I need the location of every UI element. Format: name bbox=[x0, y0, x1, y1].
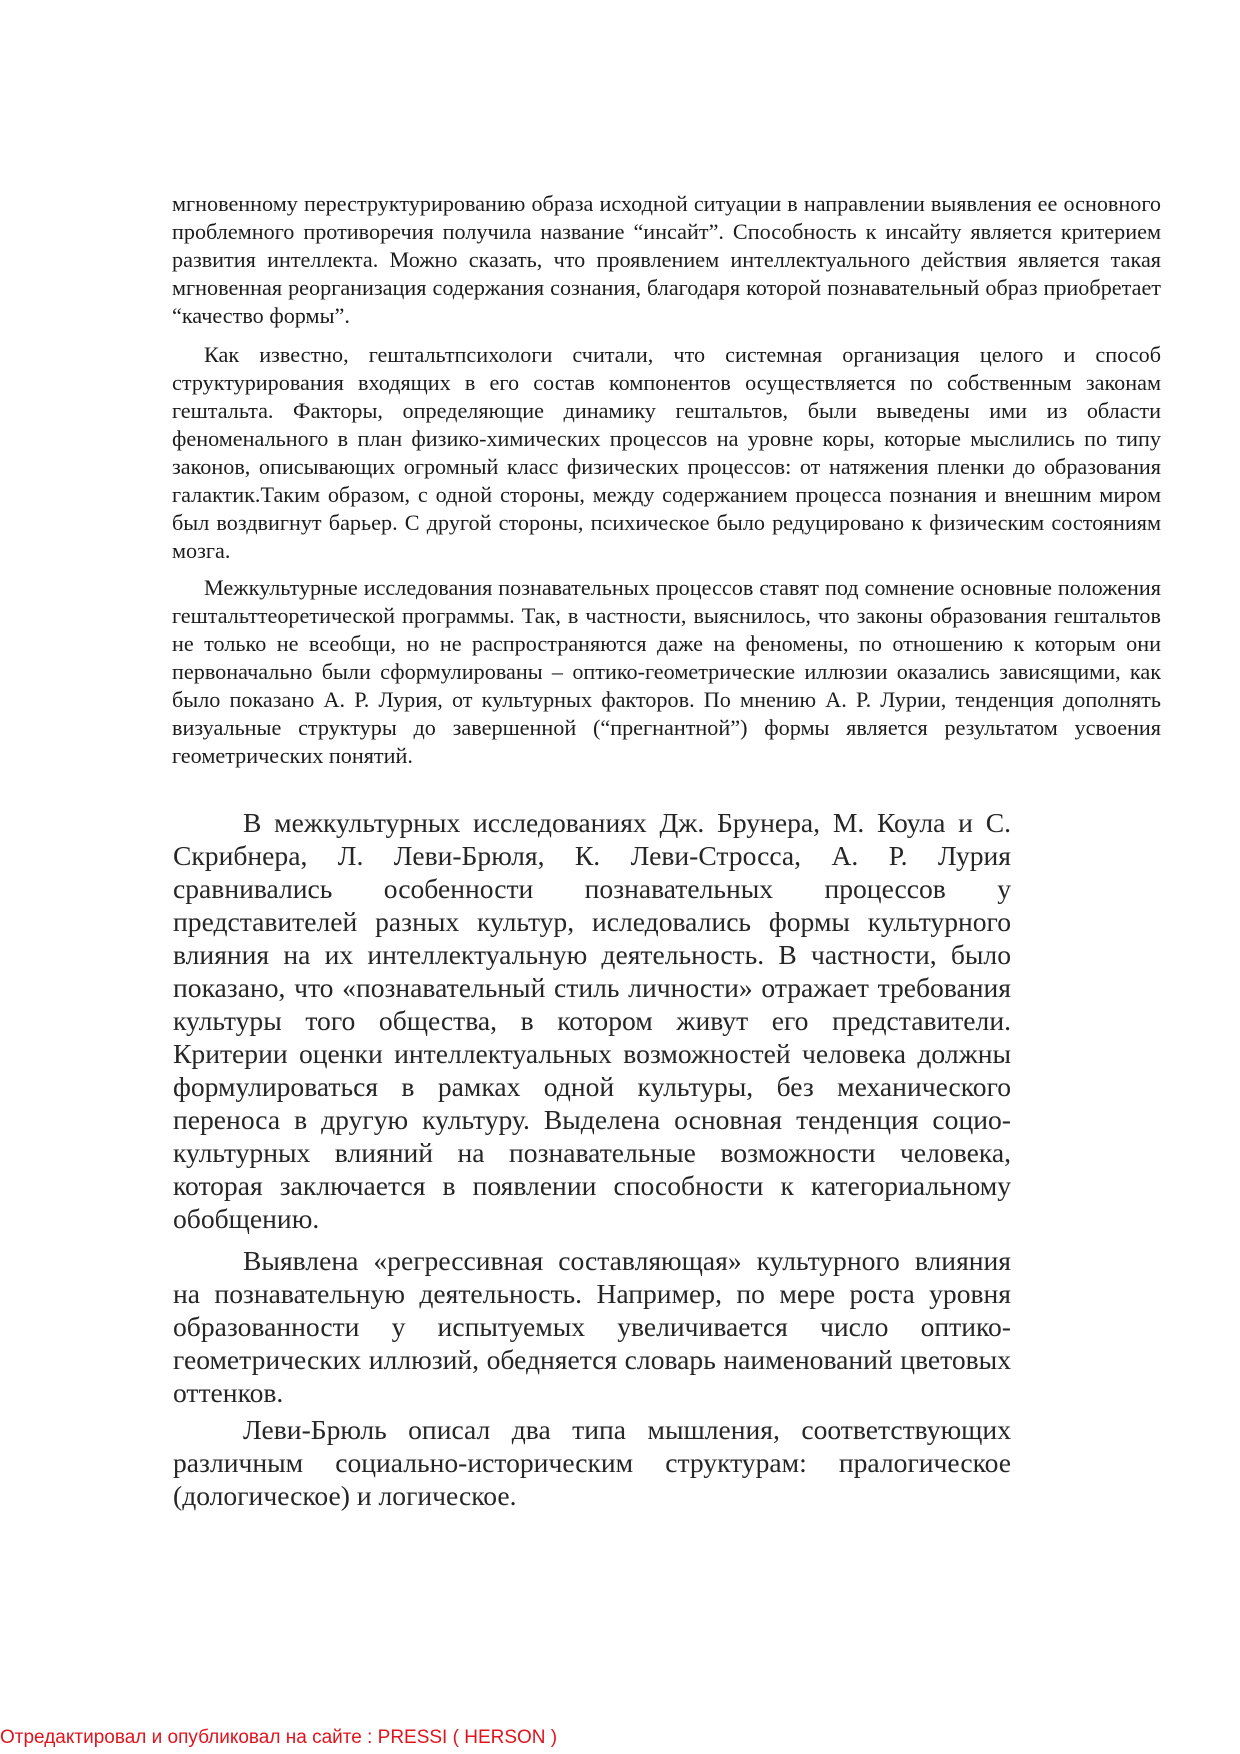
paragraph-cultural-comparisons: В межкультурных исследованиях Дж. Брунера, М. Коула и С. Скрибнера, Л. Леви-Брюля, К. Леви-Стросса, А. Р. Лурия сравнивались особенности познавательных процессов у представителей разных культур, иследовались формы культурного влияния на их интеллектуальную деятельность. В частности, было показано, что «познавательный стиль личности» отражает требования культуры того общества, в котором живут его представители. Критерии оценки интеллектуальных возможностей человека должны формулироваться в рамках одной культуры, без механического переноса в другую культуру. Выделена основная тенденция социо-культурных влияний на познавательные возможности человека, которая заключается в появлении способности к категориальному обобщению. bbox=[173, 807, 1011, 1234]
publisher-footer: Отредактировал и опубликовал на сайте : PRESSI ( HERSON ) bbox=[0, 1727, 558, 1748]
paragraph-cross-cultural-research: Межкультурные исследования познавательных процессов ставят под сомнение основные положения гештальттеоретической программы. Так, в частности, выяснилось, что законы образования гештальтов не только не всеобщи, но не распространяются даже на феномены, по отношению к которым они первоначально были сформулированы – оптико-геометрические иллюзии оказались зависящими, как было показано А. Р. Лурия, от культурных факторов. По мнению А. Р. Лурии, тенденция дополнять визуальные структуры до завершенной (“прегнантной”) формы является результатом усвоения геометрических понятий. bbox=[172, 575, 1161, 768]
paragraph-gestalt-psychologists: Как известно, гештальтпсихологи считали, что системная организация целого и способ структурирования входящих в его состав компонентов осуществляется по собственным законам гештальта. Факторы, определяющие динамику гештальтов, были выведены ими из области феноменального в план физико-химических процессов на уровне коры, которые мыслились по типу законов, описывающих огромный класс физических процессов: от натяжения пленки до образования галактик.Таким образом, с одной стороны, между содержанием процесса познания и внешним миром был воздвигнут барьер. С другой стороны, психическое было редуцировано к физическим состояниям мозга. bbox=[172, 342, 1161, 563]
paragraph-levy-bruhl: Леви-Брюль описал два типа мышления, соответствующих различным социально-историческим структурам: пралогическое (дологическое) и логическое. bbox=[173, 1414, 1011, 1511]
paragraph-regressive-component: Выявлена «регрессивная составляющая» культурного влияния на познавательную деятельность. Например, по мере роста уровня образованности у испытуемых увеличивается число оптико-геометрических иллюзий, обедняется словарь наименований цветовых оттенков. bbox=[173, 1245, 1011, 1408]
paragraph-insight: мгновенному переструктурированию образа исходной ситуации в направлении выявления ее основного проблемного противоречия получила название “инсайт”. Способность к инсайту является критерием развития интеллекта. Можно сказать, что проявлением интеллектуального действия является такая мгновенная реорганизация содержания сознания, благодаря которой познавательный образ приобретает “качество формы”. bbox=[172, 191, 1161, 328]
